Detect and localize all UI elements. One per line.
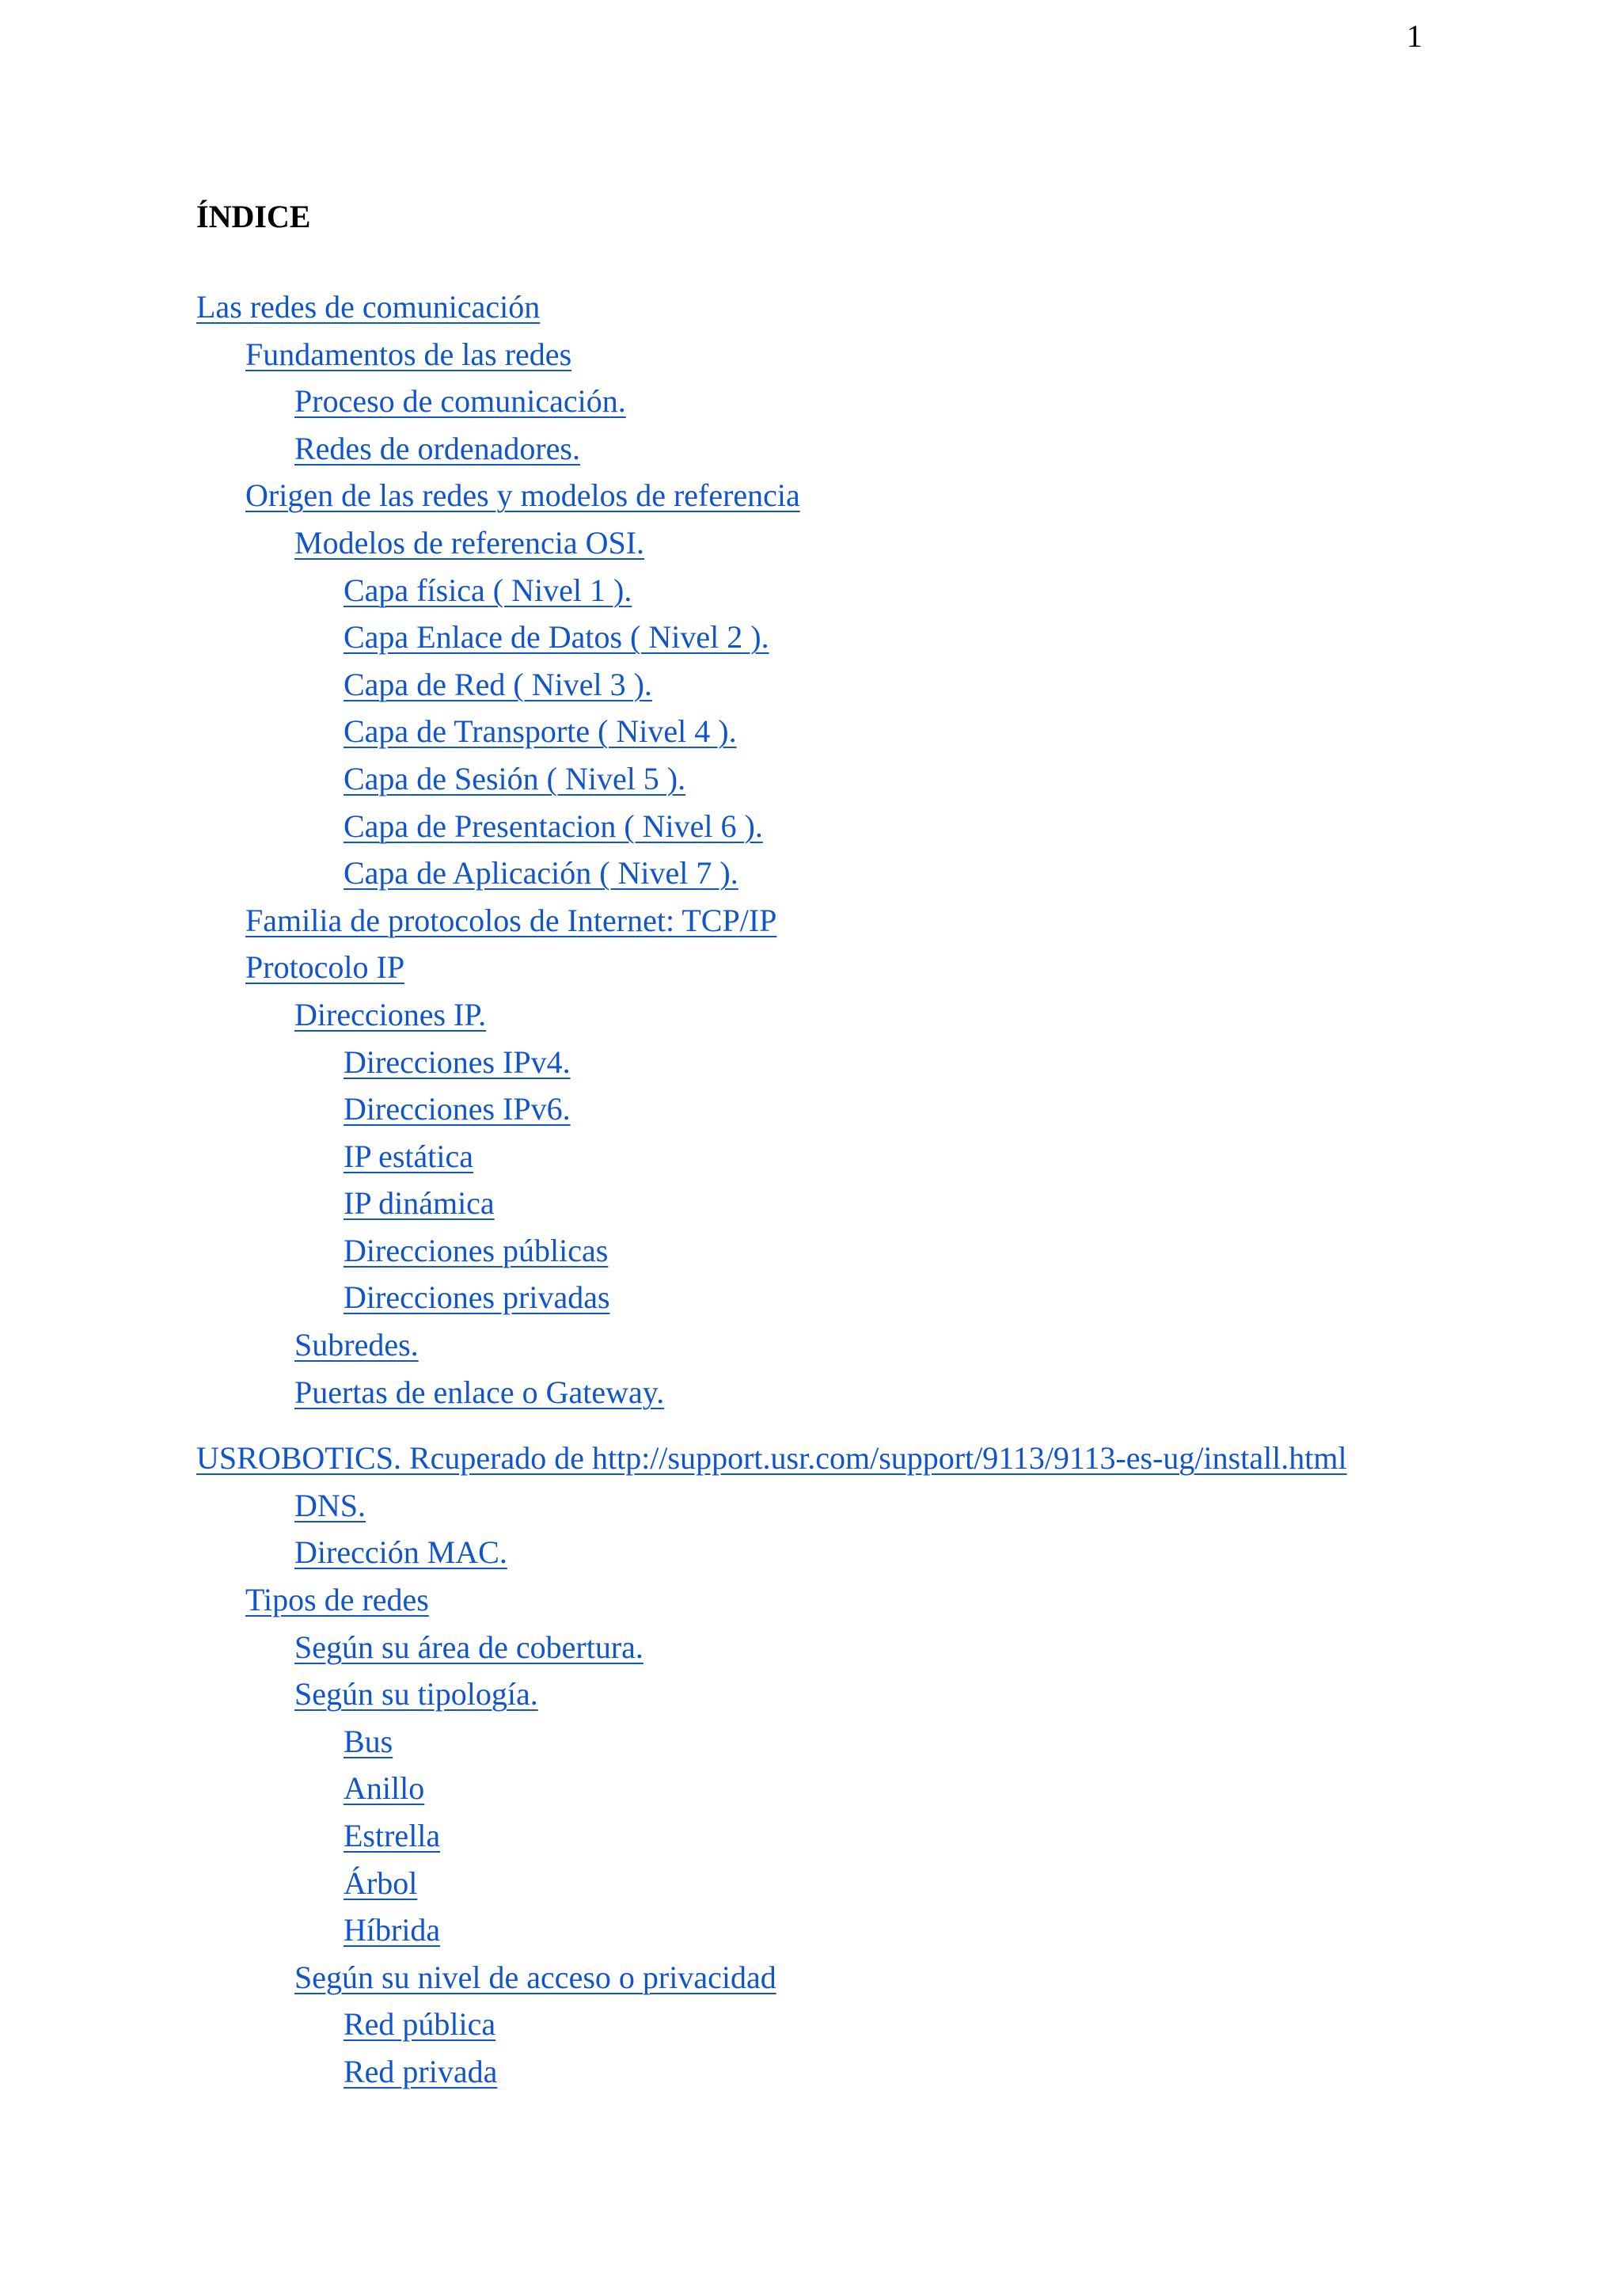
toc-link[interactable]: Fundamentos de las redes — [245, 336, 572, 372]
toc-entry — [196, 1954, 1431, 2001]
toc-link[interactable]: Red pública — [344, 2006, 496, 2043]
toc-link[interactable]: Según su nivel de acceso o privacidad — [294, 1959, 776, 1995]
toc-entry — [196, 1369, 1431, 1416]
toc-link[interactable]: IP estática — [344, 1138, 474, 1174]
toc-link[interactable]: IP dinámica — [344, 1185, 495, 1222]
toc-link[interactable]: USROBOTICS. Rcuperado de http://support.usr.com/support/9113/9113-es-ug/install.html — [196, 1440, 1347, 1477]
toc-entry — [196, 1860, 1431, 1907]
toc-entry — [196, 991, 1431, 1039]
toc-link[interactable]: Tipos de redes — [245, 1582, 429, 1618]
table-of-contents — [196, 283, 1431, 2096]
toc-link[interactable]: Origen de las redes y modelos de referencia — [245, 477, 800, 514]
toc-link[interactable]: Protocolo IP — [245, 949, 405, 986]
toc-link[interactable]: Redes de ordenadores. — [294, 430, 580, 466]
toc-entry — [196, 661, 1431, 709]
toc-link[interactable]: Híbrida — [344, 1912, 441, 1948]
toc-link[interactable]: Puertas de enlace o Gateway. — [294, 1374, 665, 1410]
toc-entry — [196, 1227, 1431, 1275]
toc-link[interactable]: Direcciones IPv6. — [344, 1091, 571, 1127]
toc-entry — [196, 1321, 1431, 1369]
toc-link[interactable]: Direcciones IP. — [294, 996, 487, 1032]
toc-entry — [196, 1529, 1431, 1576]
toc-entry — [196, 1906, 1431, 1954]
toc-link[interactable]: Capa de Sesión ( Nivel 5 ). — [344, 760, 686, 796]
toc-entry — [196, 1624, 1431, 1671]
toc-link[interactable]: Capa de Transporte ( Nivel 4 ). — [344, 713, 737, 750]
toc-entry — [196, 1718, 1431, 1766]
toc-entry — [196, 1765, 1431, 1812]
toc-entry — [196, 519, 1431, 567]
toc-entry — [196, 1435, 1431, 1482]
toc-link[interactable]: Anillo — [344, 1770, 425, 1807]
toc-entry — [196, 283, 1431, 331]
toc-link[interactable]: Árbol — [344, 1865, 418, 1901]
toc-link[interactable]: Direcciones privadas — [344, 1279, 610, 1316]
toc-entry — [196, 614, 1431, 661]
toc-entry — [196, 944, 1431, 991]
toc-entry — [196, 1039, 1431, 1086]
toc-entry — [196, 850, 1431, 897]
toc-link[interactable]: Proceso de comunicación. — [294, 383, 626, 420]
toc-entry — [196, 897, 1431, 945]
toc-link[interactable]: Según su área de cobertura. — [294, 1629, 643, 1665]
toc-entry — [196, 1133, 1431, 1180]
toc-entry — [196, 1812, 1431, 1860]
toc-entry — [196, 2001, 1431, 2048]
toc-entry — [196, 1671, 1431, 1718]
toc-link[interactable]: Capa de Aplicación ( Nivel 7 ). — [344, 855, 738, 891]
toc-link[interactable]: Capa física ( Nivel 1 ). — [344, 572, 632, 608]
toc-entry — [196, 378, 1431, 425]
page-number: 1 — [1407, 18, 1422, 54]
toc-link[interactable]: Según su tipología. — [294, 1676, 538, 1712]
toc-entry — [196, 472, 1431, 519]
toc-link[interactable]: Estrella — [344, 1818, 441, 1853]
toc-link[interactable]: Direcciones IPv4. — [344, 1043, 571, 1080]
toc-link[interactable]: Capa de Red ( Nivel 3 ). — [344, 666, 652, 702]
toc-entry — [196, 803, 1431, 850]
toc-entry — [196, 1274, 1431, 1321]
toc-link[interactable]: Las redes de comunicación — [196, 289, 541, 325]
toc-link[interactable]: Bus — [344, 1723, 393, 1759]
toc-link[interactable]: Subredes. — [294, 1327, 419, 1363]
toc-link[interactable]: Red privada — [344, 2053, 498, 2089]
toc-link[interactable]: DNS. — [294, 1487, 366, 1523]
toc-entry — [196, 2048, 1431, 2096]
toc-entry — [196, 331, 1431, 378]
toc-link[interactable]: Capa de Presentacion ( Nivel 6 ). — [344, 808, 763, 844]
toc-link[interactable]: Dirección MAC. — [294, 1534, 507, 1571]
toc-link[interactable]: Familia de protocolos de Internet: TCP/IP — [245, 902, 777, 938]
page-title: ÍNDICE — [196, 199, 311, 234]
toc-entry — [196, 425, 1431, 473]
toc-entry — [196, 567, 1431, 614]
toc-entry — [196, 1085, 1431, 1133]
toc-link[interactable]: Capa Enlace de Datos ( Nivel 2 ). — [344, 619, 769, 656]
toc-entry — [196, 1482, 1431, 1530]
toc-entry — [196, 1576, 1431, 1624]
toc-entry — [196, 1180, 1431, 1227]
toc-entry — [196, 755, 1431, 803]
toc-link[interactable]: Direcciones públicas — [344, 1232, 609, 1268]
toc-link[interactable]: Modelos de referencia OSI. — [294, 524, 645, 561]
toc-entry — [196, 708, 1431, 755]
